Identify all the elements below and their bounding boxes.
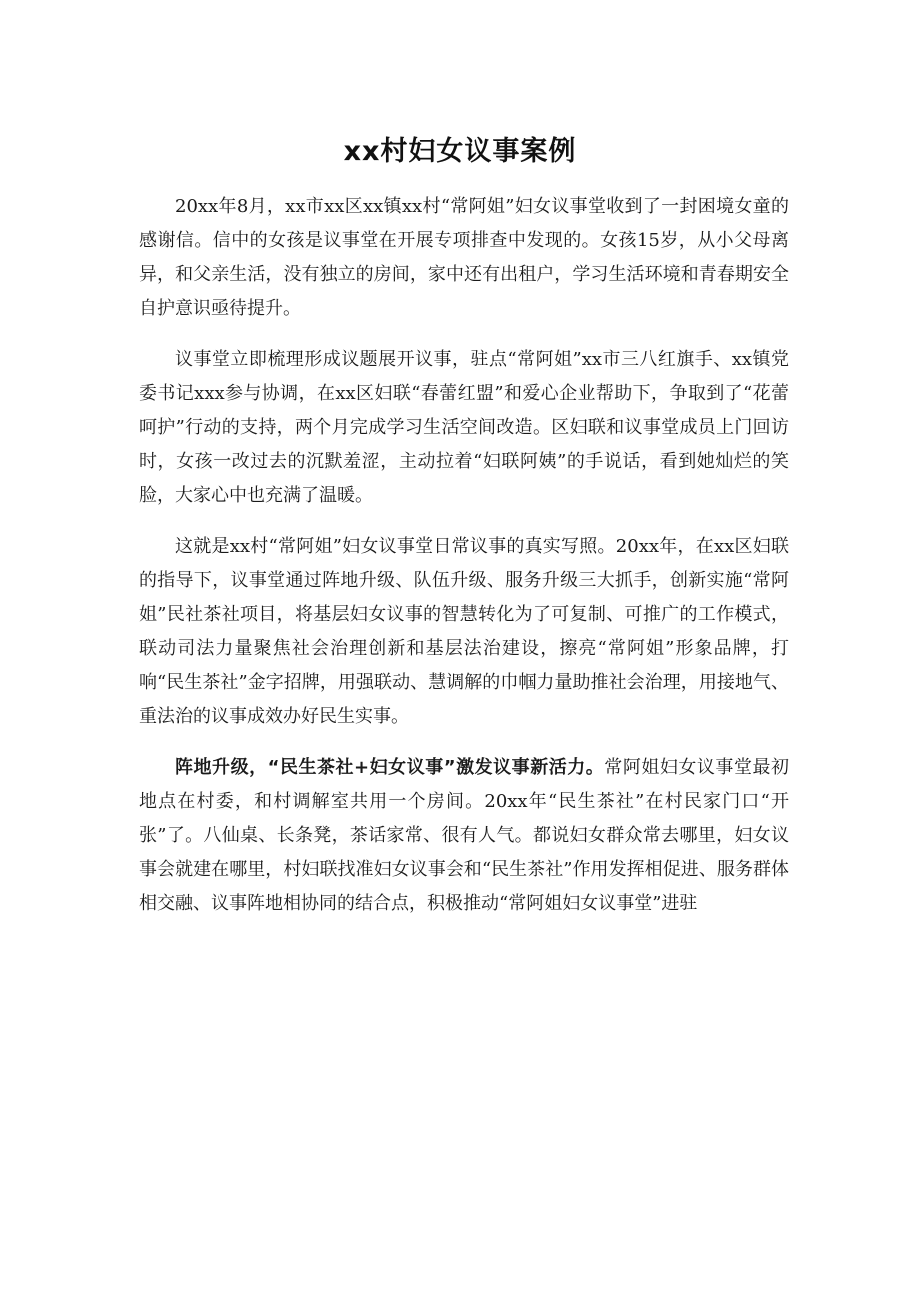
paragraph-2 [139, 343, 789, 513]
paragraph-1 [139, 190, 789, 326]
paragraph-text: 20xx年8月，xx市xx区xx镇xx村“常阿姐”妇女议事堂收到了一封困境女童的感谢信。信中的女孩是议事堂在开展专项排查中发现的。女孩15岁，从小父母离异，和父亲生活，没有独立的房间，家中还有出租户，学习生活环境和青春期安全自护意识亟待提升。 [139, 196, 789, 319]
paragraph-text: 议事堂立即梳理形成议题展开议事，驻点“常阿姐”xx市三八红旗手、xx镇党委书记xxx参与协调，在xx区妇联“春蕾红盟”和爱心企业帮助下，争取到了“花蕾呵护”行动的支持，两个月完成学习生活空间改造。区妇联和议事堂成员上门回访时，女孩一改过去的沉默羞涩，主动拉着“妇联阿姨”的手说话，看到她灿烂的笑脸，大家心中也充满了温暖。 [139, 349, 789, 506]
document-title: xx村妇女议事案例 [343, 136, 577, 167]
paragraph-text: 常阿姐妇女议事堂最初地点在村委，和村调解室共用一个房间。20xx年“民生茶社”在村民家门口“开张”了。八仙桌、长条凳，茶话家常、很有人气。都说妇女群众常去哪里，妇女议事会就建在哪里，村妇联找准妇女议事会和“民生茶社”作用发挥相促进、服务群体相交融、议事阵地相协同的结合点，积极推动“常阿姐妇女议事堂”进驻 [139, 757, 790, 914]
paragraph-3 [139, 530, 789, 734]
paragraph-lead-heading: 阵地升级，“民生茶社+妇女议事”激发议事新活力。 [175, 757, 605, 778]
paragraph-4 [139, 751, 789, 921]
document-body [139, 190, 789, 938]
paragraph-text: 这就是xx村“常阿姐”妇女议事堂日常议事的真实写照。20xx年，在xx区妇联的指导下，议事堂通过阵地升级、队伍升级、服务升级三大抓手，创新实施“常阿姐”民社茶社项目，将基层妇女议事的智慧转化为了可复制、可推广的工作模式，联动司法力量聚焦社会治理创新和基层法治建设，擦亮“常阿姐”形象品牌，打响“民生茶社”金字招牌，用强联动、慧调解的巾帼力量助推社会治理，用接地气、重法治的议事成效办好民生实事。 [139, 536, 789, 727]
